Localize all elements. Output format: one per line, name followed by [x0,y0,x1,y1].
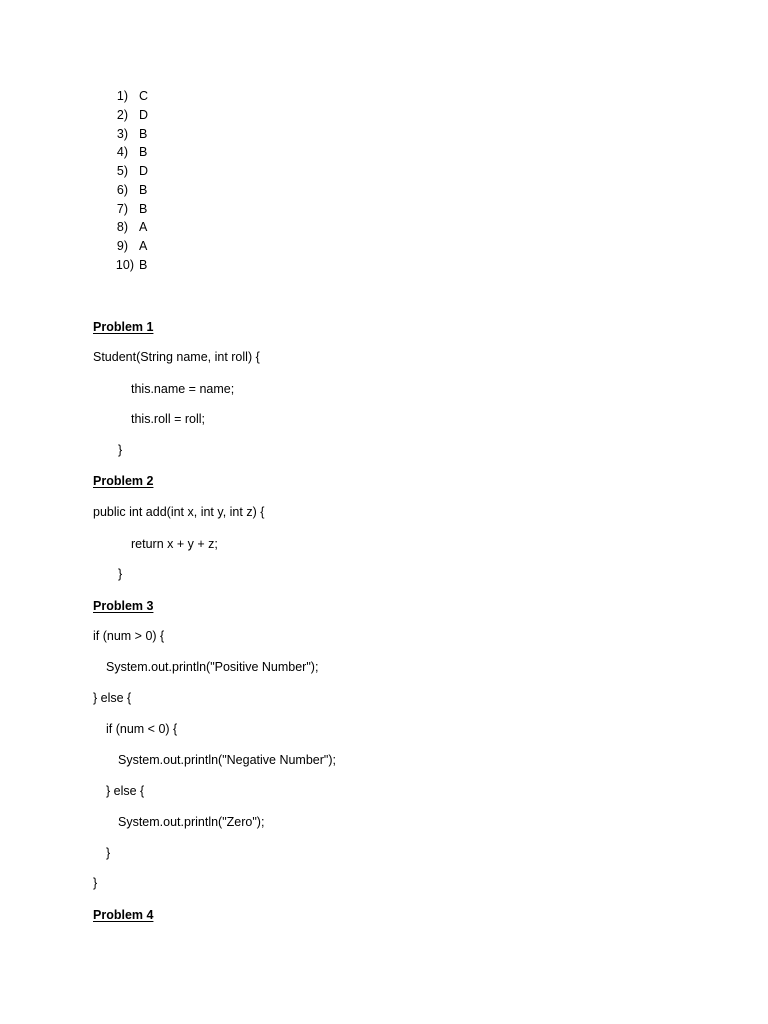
answer-letter: B [139,258,148,272]
answer-number: 7) [116,202,128,216]
answer-letter: B [139,145,148,159]
code-line: return x + y + z; [131,537,218,551]
code-line: } [93,876,98,890]
answer-number: 1) [116,89,128,103]
answer-letter: A [139,239,148,253]
code-line: this.name = name; [131,382,235,396]
problem-heading: Problem 2 [93,474,154,488]
code-line: } [118,443,123,457]
answer-number: 6) [116,183,128,197]
answer-letter: B [139,183,148,197]
answer-number: 10) [115,258,134,272]
answer-number: 9) [116,239,128,253]
code-line: System.out.println("Positive Number"); [106,660,319,674]
code-line: System.out.println("Zero"); [118,815,265,829]
code-line: public int add(int x, int y, int z) { [93,505,265,519]
answer-letter: B [139,127,148,141]
code-line: } else { [93,691,132,705]
problem-heading: Problem 1 [93,320,154,334]
answer-number: 4) [116,145,128,159]
code-line: } [118,567,123,581]
code-line: if (num < 0) { [106,722,178,736]
answer-number: 2) [116,108,128,122]
problem-heading: Problem 4 [93,908,154,922]
code-line: Student(String name, int roll) { [93,350,260,364]
code-line: if (num > 0) { [93,629,165,643]
answer-letter: C [139,89,149,103]
answer-letter: B [139,202,148,216]
problem-heading: Problem 3 [93,599,154,613]
code-line: } else { [106,784,145,798]
code-line: System.out.println("Negative Number"); [118,753,336,767]
answer-letter: D [139,108,149,122]
code-line: this.roll = roll; [131,412,205,426]
answer-number: 5) [116,164,128,178]
code-line: } [106,846,111,860]
answer-letter: D [139,164,149,178]
answer-letter: A [139,220,148,234]
answer-number: 8) [116,220,128,234]
answer-number: 3) [116,127,128,141]
